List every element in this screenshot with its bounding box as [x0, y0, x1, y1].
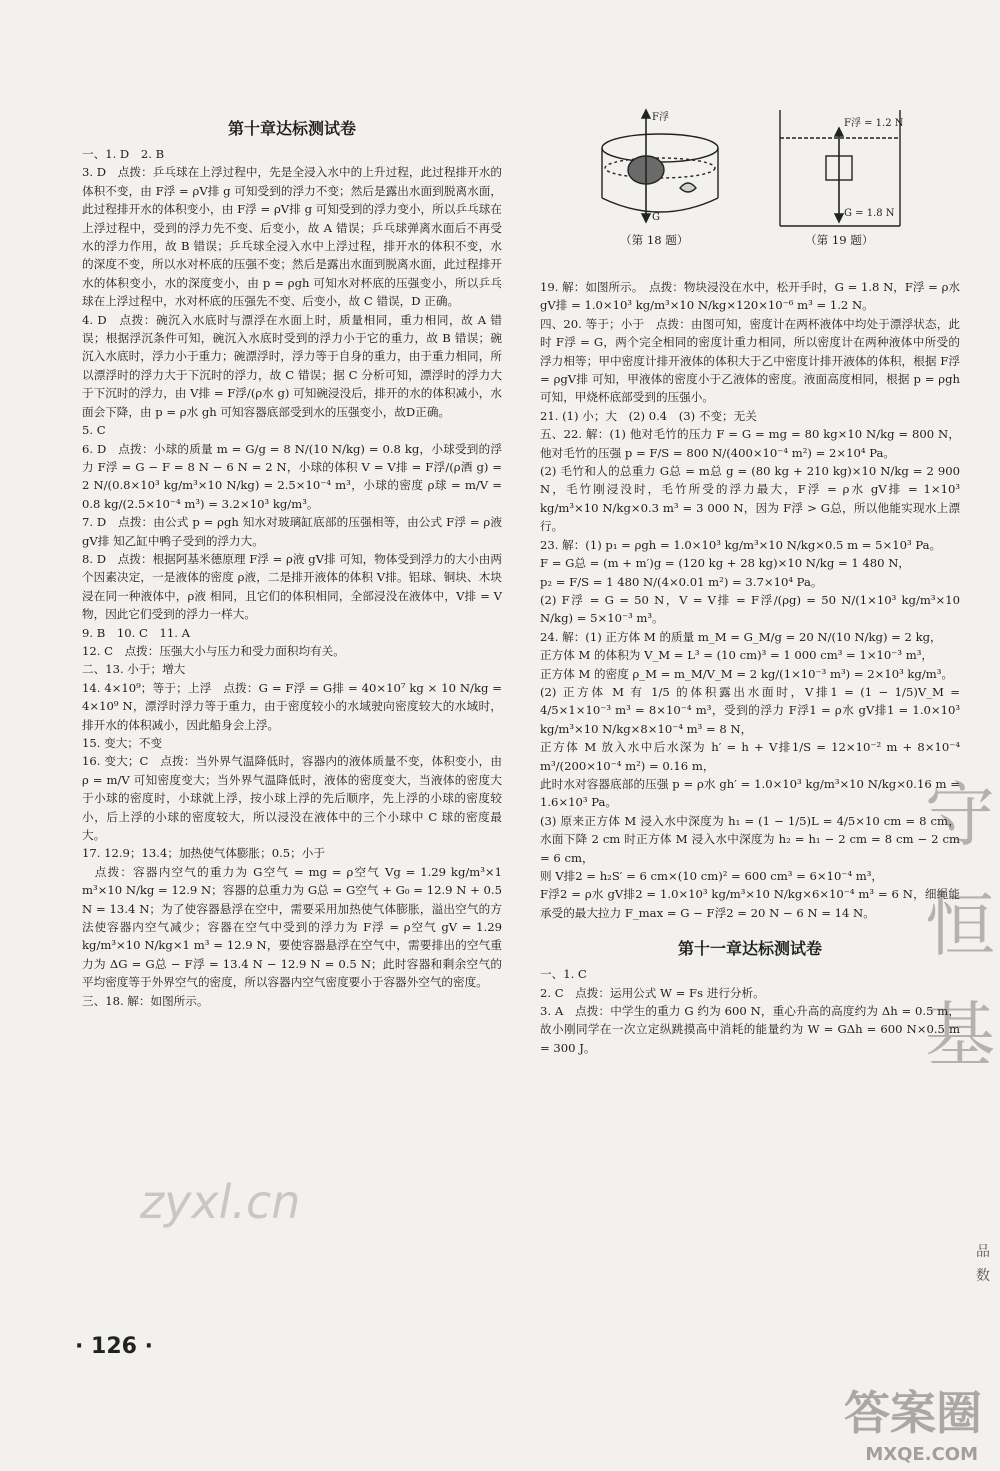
- answer-line: 12. C 点拨：压强大小与压力和受力面积均有关。: [82, 643, 345, 658]
- answer-line: 四、20. 等于；小于 点拨：由图可知，密度计在两杯液体中均处于漂浮状态，此时 F浮 = G，两个完全相同的密度计重力相同，所以密度计在两种液体中所受的浮力相等；甲中密度计排开液体的体积大于乙中密度计排开液体的体积，根据 F浮 = ρgV排 可知，甲液体的密度小于乙液体的密度。液面高度相同，根据 p = ρgh 可知，甲烧杯底部受到的压强小。: [540, 316, 960, 405]
- side-tag-1: 品: [976, 1244, 990, 1260]
- answer-line: 23. 解：(1) p₁ = ρgh = 1.0×10³ kg/m³×10 N/kg×0.5 m = 5×10³ Pa。: [540, 537, 942, 552]
- chapter-10-title: 第十章达标测试卷: [227, 119, 356, 138]
- fig19-label-buoyancy: F浮 = 1.2 N: [844, 118, 904, 129]
- answer-line: 点拨：容器内空气的重力为 G空气 = mg = ρ空气 Vg = 1.29 kg/m³×1 m³×10 N/kg = 12.9 N；容器的总重力为 G总 = G空气 + G₀ = 12.9 N + 0.5 N = 13.4 N；为了使容器悬浮在空中，需要采用加热使气体膨胀，溢出空气的方法使容器内空气减少；容器在空气中受到的浮力为 F浮 = ρ空气 gV = 1.29 kg/m³×10 N/kg×1 m³ = 12.9 N，要使容器悬浮在空气中，需要排出的空气重力为 ΔG = G总 − F浮 = 13.4 N − 12.9 N = 0.5 N；此时容器和剩余空气的平均密度等于外界空气的密度，所以容器内空气密度要小于容器外空气的密度。: [82, 864, 502, 990]
- answer-line: 3. D 点拨：乒乓球在上浮过程中，先是全浸入水中的上升过程，此过程排开水的体积不变，由 F浮 = ρV排 g 可知受到的浮力不变；然后是露出水面到脱离水面，此过程排开水的体积变小，由 F浮 = ρV排 g 可知受到的浮力变小，所以乒乓球在上浮过程中，受到的浮力先不变、后变小，故 A 错误；乒乓球弹离水面后不再受水的浮力作用，故 B 错误；乒乓球全浸入水中上浮过程，排开水的体积不变，水的深度不变，所以水对杯底的压强不变；然后是露出水面到脱离水面，此过程排开水的体积变小，水的深度变小，由 p = ρgh 可知水对杯底的压强变小，所以乒乓球在上浮过程中，水对杯底的压强先不变、后变小，故 C 错误，D 正确。: [82, 165, 502, 309]
- answer-line: 一、1. C: [540, 967, 587, 982]
- answer-line: 8. D 点拨：根据阿基米德原理 F浮 = ρ液 gV排 可知，物体受到浮力的大小由两个因素决定，一是液体的密度 ρ液，二是排开液体的体积 V排。铝球、铜块、木块浸在同一种液体中，ρ液 相同，且它们的体积相同，全部浸没在液体中，V排 = V物，因此它们受到的浮力一样大。: [82, 551, 502, 622]
- fig19-label-gravity: G = 1.8 N: [844, 208, 895, 219]
- answer-line: 19. 解：如图所示。 点拨：物块浸没在水中，松开手时，G = 1.8 N，F浮 = ρ水 gV排 = 1.0×10³ kg/m³×10 N/kg×120×10⁻⁶ m³ = 1.2 N。: [540, 280, 960, 313]
- fig18-label-gravity: G: [652, 212, 660, 223]
- answer-line: 一、1. D 2. B: [82, 147, 165, 161]
- side-tag-2: 数: [976, 1268, 990, 1284]
- answer-line: 5. C: [82, 423, 106, 438]
- fig19-caption: （第 19 题）: [805, 233, 874, 247]
- answer-line: (2) 毛竹和人的总重力 G总 = m总 g = (80 kg + 210 kg)×10 N/kg = 2 900 N，毛竹刚浸没时，毛竹所受的浮力最大，F浮 = ρ水 gV排 = 1×10³ kg/m³×10 N/kg×0.3 m³ = 3 000 N，因为 F浮 > G总，所以他能实现水上漂行。: [540, 464, 960, 534]
- answer-line: 三、18. 解：如图所示。: [82, 993, 209, 1008]
- answer-line: 正方体 M 放入水中后水深为 h′ = h + V排1/S = 12×10⁻² m + 8×10⁻⁴ m³/(200×10⁻⁴ m²) = 0.16 m，: [540, 740, 960, 773]
- answer-line: p₂ = F/S = 1 480 N/(4×0.01 m²) = 3.7×10⁴ Pa。: [540, 574, 823, 589]
- side-watermark: 守恒基: [925, 774, 995, 1076]
- answer-line: 2. C 点拨：运用公式 W = Fs 进行分析。: [540, 985, 765, 1000]
- answer-line: F = G总 = (m + m′)g = (120 kg + 28 kg)×10 N/kg = 1 480 N，: [540, 556, 910, 571]
- answer-line: 14. 4×10⁹；等于；上浮 点拨：G = F浮 = G排 = 40×10⁷ kg × 10 N/kg = 4×10⁹ N，漂浮时浮力等于重力，由于密度较小的水域驶向密度较大的水域时，排开水的体积减小，因此船身会上浮。: [82, 680, 502, 732]
- fig18-label-buoyancy: F浮: [652, 112, 669, 123]
- chapter-11-title: 第十一章达标测试卷: [677, 939, 822, 959]
- answer-line: 9. B 10. C 11. A: [82, 625, 190, 640]
- answer-line: 3. A 点拨：中学生的重力 G 约为 600 N，重心升高的高度约为 Δh = 0.5 m，故小刚同学在一次立定纵跳摸高中消耗的能量约为 W = GΔh = 600 N×0.5 m = 300 J。: [540, 1004, 960, 1055]
- left-column: [82, 0, 502, 1010]
- answer-line: 4. D 点拨：碗沉入水底时与漂浮在水面上时，质量相同，重力相同，故 A 错误；根据浮沉条件可知，碗沉入水底时受到的浮力小于它的重力，故 B 错误；碗沉入水底时，浮力小于重力；碗漂浮时，浮力等于自身的重力，由于重力相同，所以漂浮时的浮力大于下沉时的浮力，故 C 错误；据 C 分析可知，漂浮时的浮力大于下沉时的浮力，由 V排 = F浮/(ρ水 g) 可知碗浸没后，排开的水的体积减小，水面会下降，由 p = ρ水 gh 可知容器底部受到水的压强变小，故D正确。: [82, 312, 502, 419]
- answer-line: 17. 12.9；13.4；加热使气体膨胀；0.5；小于: [82, 846, 325, 861]
- page-number: · 126 ·: [75, 1334, 153, 1359]
- bottom-watermark: 答案圈: [844, 1386, 982, 1440]
- answer-line: 24. 解：(1) 正方体 M 的质量 m_M = G_M/g = 20 N/(10 N/kg) = 2 kg，: [540, 629, 942, 644]
- answer-line: 二、13. 小于；增大: [82, 662, 186, 677]
- answer-line: 此时水对容器底部的压强 p = ρ水 gh′ = 1.0×10³ kg/m³×10 N/kg×0.16 m = 1.6×10³ Pa。: [540, 776, 960, 810]
- right-column: [540, 0, 960, 1057]
- answer-line: 15. 变大；不变: [82, 736, 163, 750]
- answer-line: 正方体 M 的体积为 V_M = L³ = (10 cm)³ = 1 000 cm³ = 1×10⁻³ m³，: [540, 648, 933, 663]
- fig18-caption: （第 18 题）: [620, 233, 689, 247]
- answer-line: 正方体 M 的密度 ρ_M = m_M/V_M = 2 kg/(1×10⁻³ m³) = 2×10³ kg/m³。: [540, 666, 953, 681]
- answer-line: F浮2 = ρ水 gV排2 = 1.0×10³ kg/m³×10 N/kg×6×10⁻⁴ m³ = 6 N，细绳能承受的最大拉力 F_max = G − F浮2 = 20 N − 6 N = 14 N。: [540, 887, 960, 920]
- answer-line: 16. 变大；C 点拨：当外界气温降低时，容器内的液体质量不变，体积变小，由 ρ = m/V 可知密度变大；当外界气温降低时，液体的密度变大，当液体的密度大于小球的密度时，小球就上浮，按小球上浮的先后顺序，先上浮的小球的密度较小，后上浮的小球的密度较大，所以浸没在液体中的三个小球中 C 球的密度最大。: [82, 754, 502, 843]
- answer-line: 7. D 点拨：由公式 p = ρgh 知水对玻璃缸底部的压强相等，由公式 F浮 = ρ液 gV排 知乙缸中鸭子受到的浮力大。: [82, 515, 502, 548]
- answer-line: 五、22. 解：(1) 他对毛竹的压力 F = G = mg = 80 kg×10 N/kg = 800 N，他对毛竹的压强 p = F/S = 800 N/(400×10⁻⁴ m²) = 2×10⁴ Pa。: [540, 427, 960, 460]
- mid-watermark: zyxl.cn: [140, 1175, 301, 1229]
- answer-line: (2) F浮 = G = 50 N，V = V排 = F浮/(ρg) = 50 N/(1×10³ kg/m³×10 N/kg) = 5×10⁻³ m³。: [540, 592, 960, 626]
- answer-line: 21. (1) 小；大 (2) 0.4 (3) 不变；无关: [540, 408, 757, 423]
- side-tag: [976, 1240, 990, 1288]
- url-watermark: MXQE.COM: [865, 1444, 978, 1465]
- answer-line: 则 V排2 = h₂S′ = 6 cm×(10 cm)² = 600 cm³ = 6×10⁻⁴ m³，: [540, 869, 884, 883]
- answer-line: (3) 原来正方体 M 浸入水中深度为 h₁ = (1 − 1/5)L = 4/5×10 cm = 8 cm，水面下降 2 cm 时正方体 M 浸入水中深度为 h₂ = h₁ − 2 cm = 8 cm − 2 cm = 6 cm，: [540, 813, 960, 865]
- answer-line: 6. D 点拨：小球的质量 m = G/g = 8 N/(10 N/kg) = 0.8 kg，小球受到的浮力 F浮 = G − F = 8 N − 6 N = 2 N，小球的体积 V = V排 = F浮/(ρ酒 g) = 2 N/(0.8×10³ kg/m³×10 N/kg) = 2.5×10⁻⁴ m³，小球的密度 ρ球 = m/V = 0.8 kg/(2.5×10⁻⁴ m³) = 3.2×10³ kg/m³。: [82, 441, 502, 511]
- answer-line: (2) 正方体 M 有 1/5 的体积露出水面时，V排1 = (1 − 1/5)V_M = 4/5×1×10⁻³ m³ = 8×10⁻⁴ m³，受到的浮力 F浮1 = ρ水 gV排1 = 1.0×10³ kg/m³×10 N/kg×8×10⁻⁴ m³ = 8 N，: [540, 684, 960, 736]
